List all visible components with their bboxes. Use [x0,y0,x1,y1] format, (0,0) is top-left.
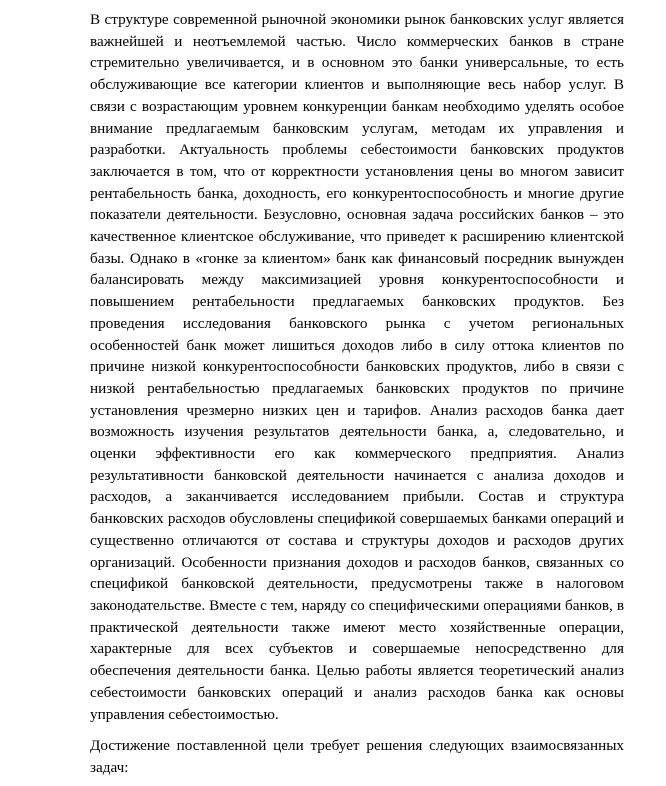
paragraph-tasks-intro: Достижение поставленной цели требует решения следующих взаимосвязанных задач: [90,737,624,776]
document-body [90,9,624,779]
paragraph-introduction: В структуре современной рыночной экономики рынок банковских услуг является важнейшей и неотъемлемой частью. Число коммерческих банков в стране стремительно увеличивается, и в основном это банки универсальные, то есть обслуживающие все категории клиентов и выполняющие весь набор услуг. В связи с возрастающим уровнем конкуренции банкам необходимо уделять особое внимание предлагаемым банковским услугам, методам их управления и разработки. Актуальность проблемы себестоимости банковских продуктов заключается в том, что от корректности установления цены во многом зависит рентабельность банка, доходность, его конкурентоспособность и многие другие показатели деятельности. Безусловно, основная задача российских банков – это качественное клиентское обслуживание, что приведет к расширению клиентской базы. Однако в «гонке за клиентом» банк как финансовый посредник вынужден балансировать между максимизацией уровня конкурентоспособности и повышением рентабельности предлагаемых банковских продуктов. Без проведения исследования банковского рынка с учетом региональных особенностей банк может лишиться доходов либо в силу оттока клиентов по причине низкой конкурентоспособности банковских продуктов, либо в связи с низкой рентабельностью предлагаемых банковских продуктов по причине установления чрезмерно низких цен и тарифов. Анализ расходов банка дает возможность изучения результатов деятельности банка, а, следовательно, и оценки эффективности его как коммерческого предприятия. Анализ результативности банковской деятельности начинается с анализа доходов и расходов, а заканчивается исследованием прибыли. Состав и структура банковских расходов обусловлены спецификой совершаемых банками операций и существенно отличаются от состава и структуры доходов и расходов других организаций. Особенности признания доходов и расходов банков, связанных со спецификой банковской деятельности, предусмотрены также в налоговом законодательстве. Вместе с тем, наряду со специфическими операциями банков, в практической деятельности также имеют место хозяйственные операции, характерные для всех субъектов и совершаемые непосредственно для обеспечения деятельности банка. Целью работы является теоретический анализ себестоимости банковских операций и анализ расходов банка как основы управления себестоимостью. [90,11,624,723]
